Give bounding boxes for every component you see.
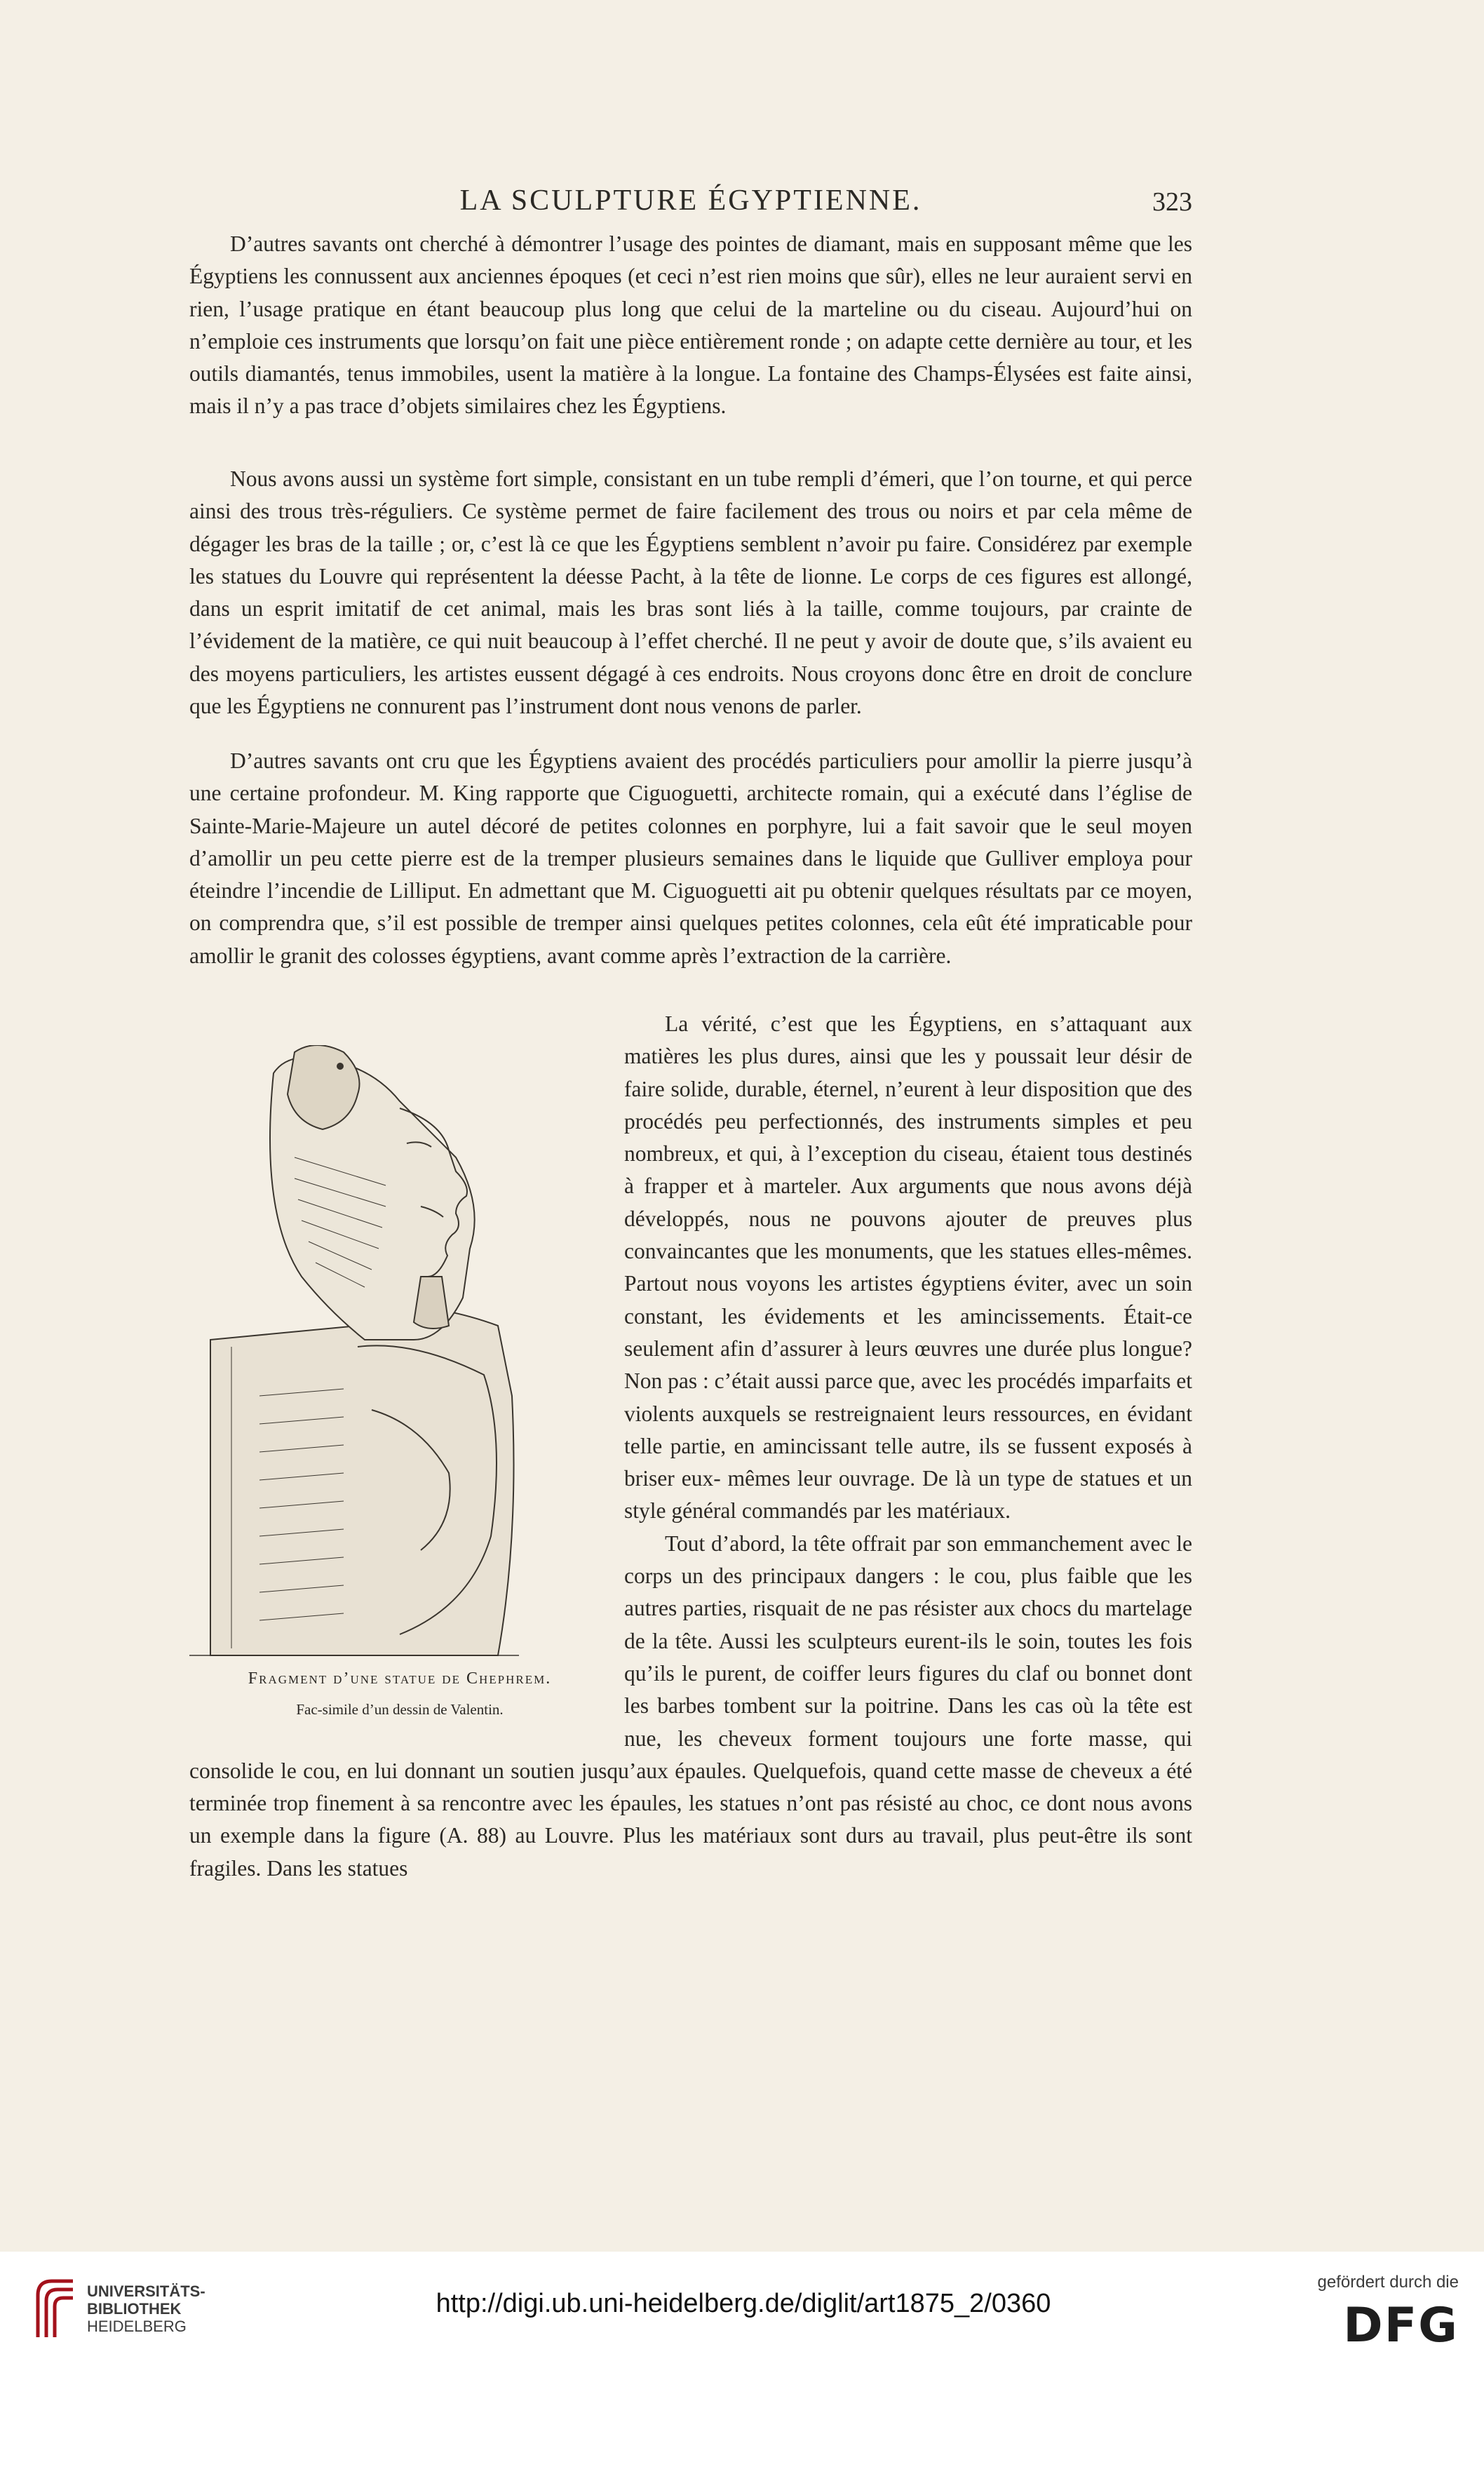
figure-caption: Fragment d’une statue de Chephrem. (248, 1669, 552, 1688)
figure-credit: Fac-simile d’un dessin de Valentin. (296, 1701, 504, 1718)
page-header (189, 184, 1192, 226)
funding-note: gefördert durch die (1317, 2273, 1459, 2292)
page-number: 323 (1152, 187, 1192, 217)
library-name-line-3: HEIDELBERG (87, 2318, 187, 2335)
statue-engraving (189, 1045, 610, 1662)
running-title: LA SCULPTURE ÉGYPTIENNE. (459, 184, 922, 217)
paragraph-2: Nous avons aussi un système fort simple, consistant en un tube rempli d’émeri, que l’on tourne, et qui perce ainsi des trous très-réguliers. Ce système permet de faire facilement des trous ou noirs et par cela même de dégager les bras de la taille ; or, c’est là ce que les Égyptiens semblent n’avoir pu faire. Considérez par exemple les statues du Louvre qui représentent la déesse Pacht, à la tête de lionne. Le corps de ces figures est allongé, dans un esprit imitatif de cet animal, mais les bras sont liés à la taille, comme toujours, par crainte de l’évidement de la matière, ce qui nuit beaucoup à l’effet cherché. Il ne peut y avoir de doute que, s’ils avaient eu des moyens particuliers, les artistes eussent dégagé à ces endroits. Nous croyons donc être en droit de conclure que les Égyptiens ne connurent pas l’instrument dont nous venons de parler. (189, 466, 1192, 719)
figure-illustration (189, 1045, 610, 1754)
library-name-line-2: BIBLIOTHEK (87, 2300, 182, 2318)
paragraph-4: La vérité, c’est que les Égyptiens, en s’attaquant aux matières les plus dures, ainsi que les y poussait leur désir de faire solide, durable, éternel, n’eurent à leur disposition que des procédés peu perfectionnés, des instruments simples et peu nombreux, et qui, à l’exception du ciseau, étaient tous destinés à frapper et à marteler. Aux arguments que nous avons déjà développés, nous ne pouvons ajouter de preuves plus convaincantes que les monuments, que les statues elles-mêmes. Partout nous voyons les artistes égyptiens éviter, avec un soin constant, les évidements et les amincissements. Était-ce seulement afin d’assurer à leurs œuvres une durée plus longue? Non pas : c’était aussi parce que, avec les procédés imparfaits et violents auxquels se restreignaient leurs ressources, en évidant telle partie, en amincissant telle autre, ils se fussent exposés à briser eux- mêmes leur ouvrage. De là un type de statues et un style général commandés par les matériaux. (624, 1011, 1192, 1524)
library-name[interactable] (87, 2282, 205, 2335)
permalink-url[interactable]: http://digi.ub.uni-heidelberg.de/diglit/art1875_2/0360 (436, 2289, 1051, 2318)
paragraph-3: D’autres savants ont cru que les Égyptiens avaient des procédés particuliers pour amollir la pierre jusqu’à une certaine profondeur. M. King rapporte que Ciguoguetti, architecte romain, qui a exécuté dans l’église de Sainte-Marie-Majeure un autel décoré de petites colonnes en porphyre, lui a fait savoir que le seul moyen d’amollir un peu cette pierre est de la tremper plusieurs semaines dans le liquide que Gulliver employa pour éteindre l’incendie de Lilliput. En admettant que M. Ciguoguetti ait pu obtenir quelques résultats par ce moyen, on comprendra que, s’il est possible de tremper ainsi quelques petites colonnes, cela eût été impraticable pour amollir le granit des colosses égyptiens, avant comme après l’extraction de la carrière. (189, 748, 1192, 968)
dfg-logo[interactable]: DFG (1343, 2298, 1459, 2353)
paragraph-5: Tout d’abord, la tête offrait par son emmanchement avec le corps un des principaux dangers : le cou, plus faible que les autres parties, risquait de ne pas résister aux chocs du martelage de la tête. Aussi les sculpteurs eurent-ils le soin, toutes les fois qu’ils le purent, de coiffer leurs figures du claf ou bonnet dont les barbes tombent sur la poitrine. Dans les cas où la tête est nue, les cheveux forment toujours une forte masse, qui consolide le cou, en lui donnant un soutien jusqu’aux épaules. Quelquefois, quand cette masse de cheveux a été terminée trop finement à sa rencontre avec les épaules, les statues n’ont pas résisté au choc, ce dont nous avons un exemple dans la figure (A. 88) au Louvre. Plus les matériaux sont durs au travail, plus peut-être ils sont fragiles. Dans les statues (189, 1531, 1192, 1881)
library-logo-icon[interactable] (31, 2274, 80, 2341)
library-name-line-1: UNIVERSITÄTS- (87, 2282, 205, 2300)
paragraph-1: D’autres savants ont cherché à démontrer l’usage des pointes de diamant, mais en supposant même que les Égyptiens les connussent aux anciennes époques (et ceci n’est rien moins que sûr), elles ne leur auraient servi en rien, l’usage pratique en étant beaucoup plus long que celui de la marteline ou du ciseau. Aujourd’hui on n’emploie ces instruments que lorsqu’on fait une pièce entièrement ronde ; on adapte cette dernière au tour, et les outils diamantés, tenus immobiles, usent la matière à la longue. La fontaine des Champs-Élysées est faite ainsi, mais il n’y a pas trace d’objets similaires chez les Égyptiens. (189, 231, 1192, 419)
